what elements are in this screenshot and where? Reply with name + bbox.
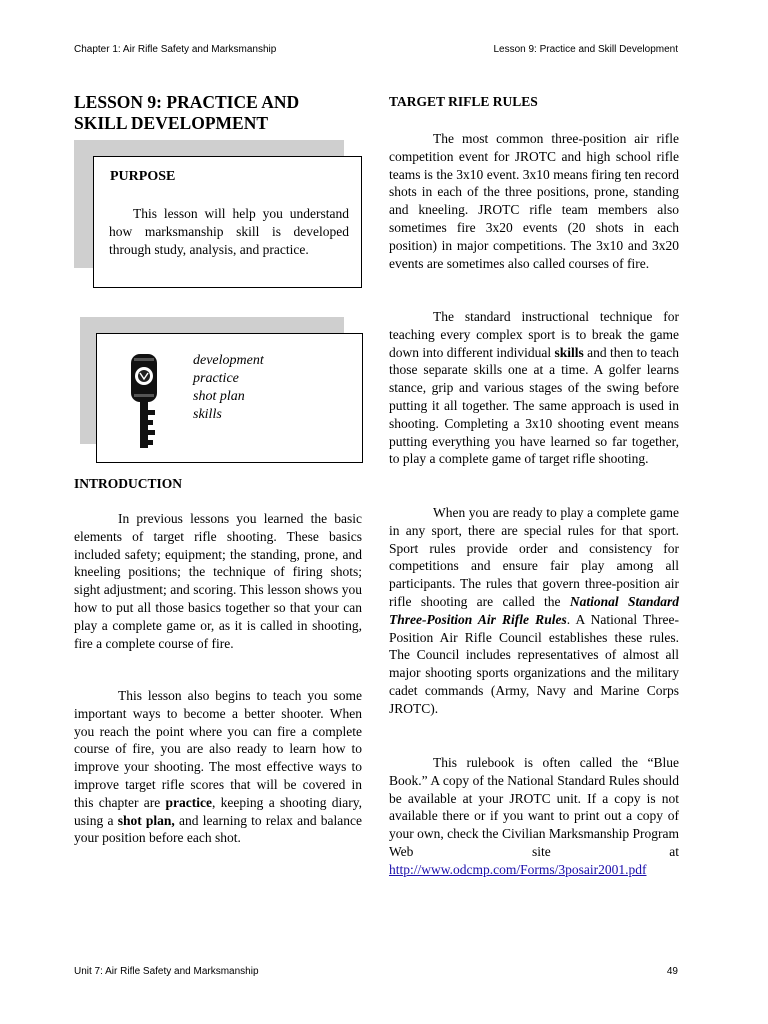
lesson-title-line1: LESSON 9: PRACTICE AND <box>74 92 300 112</box>
bold-term-practice: practice <box>165 794 213 810</box>
purpose-text: This lesson will help you understand how marksmanship skill is developed through study, analysis, and practice. <box>109 206 349 257</box>
bold-term-skills: skills <box>554 344 584 360</box>
rules-title: National Standard Three-Position Air Rifle Rules <box>389 593 679 627</box>
text-run: When you are ready to play a complete game in any sport, there are special rules for that sport. Sport rules provide order and consistency for competitions and ensure fair play among all participants. The rules that govern three-position air rifle shooting are called the <box>389 505 679 609</box>
text-run: This lesson also begins to teach you some important ways to become a better shooter. When you reach the point where you can fire a complete course of fire, you are also ready to learn how to improve your shooting. The most effective ways to improve target rifle scores that will be covered in this chapter are <box>74 688 362 810</box>
key-terms-list <box>193 352 264 424</box>
text-run: and learning to relax and balance your position before each shot. <box>74 812 363 846</box>
text-run: The standard instructional technique for teaching every complex sport is to break the game down into different individual <box>389 309 679 360</box>
text-run: , keeping a shooting diary, using a <box>74 794 362 828</box>
running-header-chapter: Chapter 1: Air Rifle Safety and Marksmanship <box>74 44 277 55</box>
purpose-heading: PURPOSE <box>110 169 176 184</box>
running-header-lesson: Lesson 9: Practice and Skill Development <box>493 44 678 55</box>
purpose-box <box>93 156 362 288</box>
introduction-heading: INTRODUCTION <box>74 476 183 491</box>
lesson-title <box>74 92 374 134</box>
target-rules-paragraph-2 <box>389 308 679 468</box>
target-rules-paragraph-3 <box>389 504 679 718</box>
introduction-paragraph-2 <box>74 687 362 847</box>
text-run: . A National Three-Position Air Rifle Council establishes these rules. The Council includes representatives of almost all major shooting sports organizations and the military cadet commands (Army, Navy and Marine Corps JROTC). <box>389 611 679 716</box>
key-terms-box <box>96 333 363 463</box>
running-footer-unit: Unit 7: Air Rifle Safety and Marksmanship <box>74 966 259 977</box>
page-number: 49 <box>666 966 678 977</box>
text-run: This rulebook is often called the “Blue Book.” A copy of the National Standard Rules should be available at your JROTC unit. If a copy is not available there or if you want to print out a copy of your own, check the Civilian Marksmanship Program Web site at <box>389 755 679 859</box>
key-term: skills <box>193 407 222 422</box>
key-term: development <box>193 353 264 368</box>
lesson-title-line2: SKILL DEVELOPMENT <box>74 113 269 133</box>
cmp-rules-link[interactable]: http://www.odcmp.com/Forms/3posair2001.pdf <box>389 861 647 877</box>
bold-term-shot-plan: shot plan, <box>117 812 175 828</box>
introduction-paragraph-1: In previous lessons you learned the basic elements of target rifle shooting. These basics included safety; equipment; the standing, prone, and kneeling positions; the technique of firing shots; sight adjustment; and scoring. This lesson shows you how to put all those basics together so that your can play a complete game or, as it is called in shooting, fire a complete course of fire. <box>74 511 362 651</box>
target-rules-heading: TARGET RIFLE RULES <box>389 94 538 109</box>
key-icon <box>125 352 165 452</box>
target-rules-paragraph-4 <box>389 754 679 879</box>
key-term: shot plan <box>193 389 245 404</box>
target-rules-paragraph-1: The most common three-position air rifle competition event for JROTC and high school rifle teams is the 3x10 event. 3x10 means firing ten record shots in each of the three positions, prone, standing and kneeling. JROTC rifle team members also sometimes fire 3x20 events (20 shots in each position) in major competitions. The 3x10 and 3x20 events are sometimes also called courses of fire. <box>389 131 679 271</box>
key-term: practice <box>193 371 239 386</box>
text-run: and then to teach those separate skills one at a time. A golfer learns stance, grip and various stages of the swing before putting it all together. The same approach is used in shooting. Completing a 3x10 shooting event means putting everything you have learned so far together, to play a complete game of target rifle shooting. <box>389 344 679 467</box>
